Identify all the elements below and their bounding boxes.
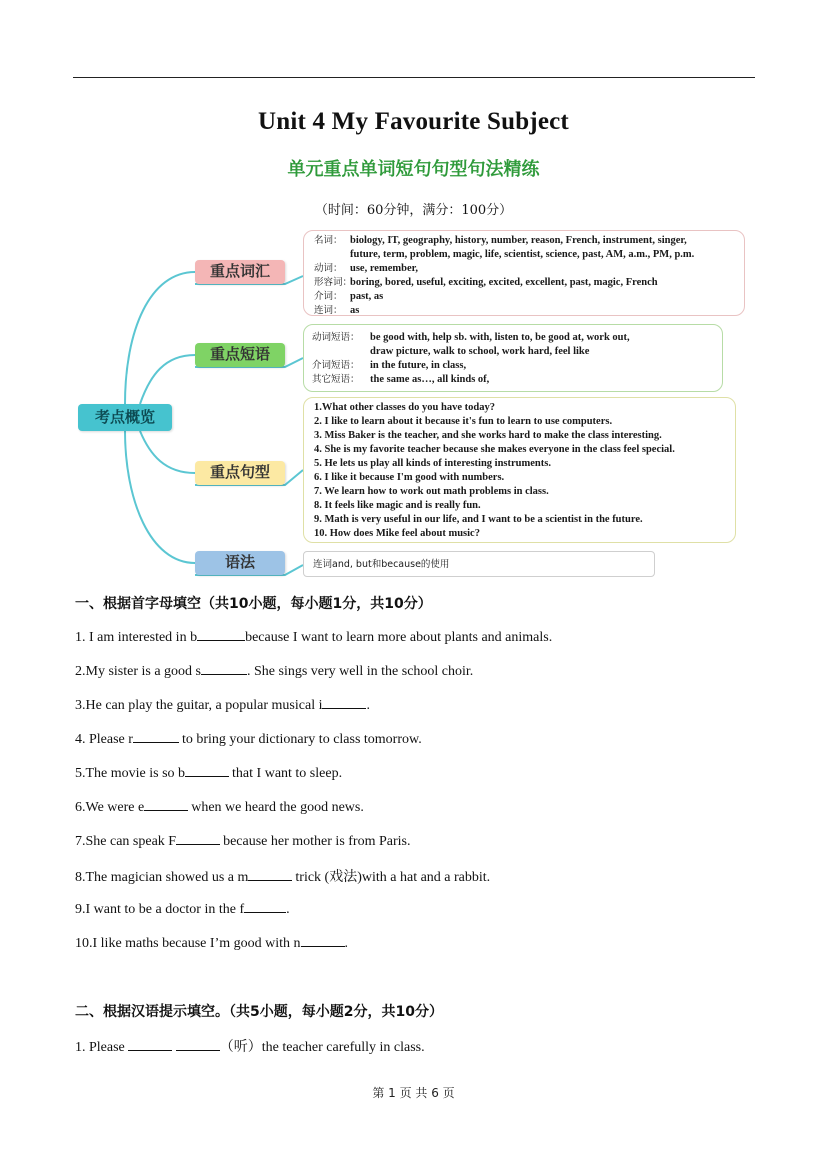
sentence-item: 2. I like to learn about it because it's fun to learn to use computers. [314,416,613,427]
prep-phrase-label: 介词短语： [312,360,360,371]
preposition-label: 介词： [314,291,343,302]
node-grammar: 语法 [195,551,285,575]
adjective-list: boring, bored, useful, exciting, excited, excellent, past, magic, French [350,277,658,288]
sentences-box [303,397,736,543]
connector-sentences [140,431,195,473]
answer-blank[interactable] [248,868,292,881]
prep-phrase-list: in the future, in class, [370,360,467,371]
time-info: （时间：60分钟，满分：100分） [314,203,513,218]
answer-blank[interactable] [197,628,245,641]
noun-label: 名词： [314,235,343,246]
answer-blank[interactable] [322,696,366,709]
question-2 [75,662,473,680]
question-1-prefix: 1. I am interested in b [75,630,198,645]
question-3-prefix: 3.He can play the guitar, a popular musical i [75,698,323,713]
question-2-prefix: 2.My sister is a good s [75,664,201,679]
question-7-suffix: because her mother is from Paris. [223,834,411,849]
page-subtitle: 单元重点单词短句句型句法精练 [287,159,540,180]
question-6-suffix: when we heard the good news. [191,800,364,815]
answer-blank[interactable] [244,900,286,913]
question-9-prefix: 9.I want to be a doctor in the f [75,902,245,917]
question-1-suffix: because I want to learn more about plants and animals. [245,630,553,645]
answer-blank[interactable] [133,730,179,743]
question-3-suffix: . [366,698,370,713]
section2-question-1 [75,1036,425,1056]
conjunction-list: as [350,305,360,316]
verb-phrase-line2: draw picture, walk to school, work hard, feel like [370,346,590,357]
question-7-prefix: 7.She can speak F [75,834,177,849]
sentence-item: 8. It feels like magic and is really fun. [314,500,481,511]
answer-blank[interactable] [176,1038,220,1051]
adjective-label: 形容词： [314,277,353,288]
question-8-prefix: 8.The magician showed us a m [75,870,249,885]
answer-blank[interactable] [201,662,247,675]
node-key-phrases: 重点短语 [195,343,285,367]
question-8 [75,866,490,886]
page-footer: 第 1 页 共 6 页 [372,1086,455,1100]
question-10-prefix: 10.I like maths because I’m good with n [75,936,301,951]
question-1 [75,628,552,646]
other-phrase-list: the same as…, all kinds of, [370,374,490,385]
sentence-item: 7. We learn how to work out math problems in class. [314,486,549,497]
section2-heading: 二、根据汉语提示填空。（共5小题，每小题2分，共10分） [75,1004,443,1020]
vocabulary-box [303,230,745,316]
question-5-suffix: that I want to sleep. [232,766,343,781]
sentence-item: 6. I like it because I'm good with numbers. [314,472,505,483]
section2-question-1-suffix: （听）the teacher carefully in class. [219,1040,425,1055]
question-4 [75,730,422,748]
sentence-item: 5. He lets us play all kinds of interesting instruments. [314,458,551,469]
node-key-sentences: 重点句型 [195,461,285,485]
node-key-vocabulary: 重点词汇 [195,260,285,284]
answer-blank[interactable] [128,1038,172,1051]
question-4-prefix: 4. Please r [75,732,133,747]
question-10-suffix: . [344,936,349,951]
page-title: Unit 4 My Favourite Subject [258,108,569,135]
section2-question-1-prefix: 1. Please [75,1040,125,1055]
question-2-suffix: . She sings very well in the school choir. [247,664,474,679]
verb-phrase-label: 动词短语： [312,332,360,343]
answer-blank[interactable] [185,764,229,777]
mindmap-center-node: 考点概览 [78,404,172,431]
phrases-box [303,324,723,392]
question-10 [75,934,348,952]
verb-label: 动词： [314,263,343,274]
grammar-box [303,551,655,577]
answer-blank[interactable] [176,832,220,845]
question-4-suffix: to bring your dictionary to class tomorrow. [181,732,422,747]
grammar-text: 连词and, but和because的使用 [313,559,450,570]
question-8-suffix: trick (戏法)with a hat and a rabbit. [295,870,491,885]
verb-phrase-line1: be good with, help sb. with, listen to, be good at, work out, [370,332,630,343]
conjunction-label: 连词： [314,305,343,316]
question-6-prefix: 6.We were e [75,800,145,815]
other-phrase-label: 其它短语： [312,374,360,385]
question-9 [75,900,290,918]
preposition-list: past, as [350,291,384,302]
question-7 [75,832,410,850]
sentence-item: 9. Math is very useful in our life, and I want to be a scientist in the future. [314,514,643,525]
sentence-item: 1.What other classes do you have today? [314,402,495,413]
connector-grammar [125,431,195,563]
verb-list: use, remember, [350,263,418,274]
section1-heading: 一、根据首字母填空（共10小题，每小题1分，共10分） [75,596,432,612]
connector-vocab [125,272,195,404]
noun-list-line2: future, term, problem, magic, life, scientist, science, past, AM, a.m., PM, p.m. [350,249,695,260]
answer-blank[interactable] [301,934,345,947]
question-5-prefix: 5.The movie is so b [75,766,186,781]
question-5 [75,764,342,782]
header-rule [73,77,755,78]
connector-phrase [140,355,195,404]
noun-list-line1: biology, IT, geography, history, number, reason, French, instrument, singer, [350,235,687,246]
question-3 [75,696,370,714]
question-6 [75,798,364,816]
sentence-item: 4. She is my favorite teacher because she makes everyone in the class feel special. [314,444,675,455]
answer-blank[interactable] [144,798,188,811]
sentence-item: 10. How does Mike feel about music? [314,528,480,539]
question-9-suffix: . [286,902,290,917]
sentence-item: 3. Miss Baker is the teacher, and she works hard to make the class interesting. [314,430,662,441]
